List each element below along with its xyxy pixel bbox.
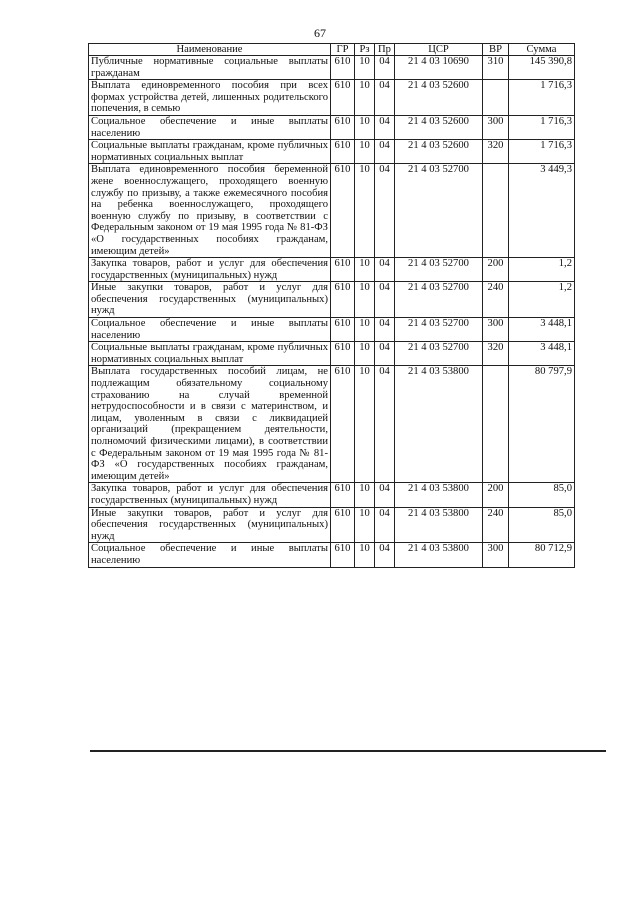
header-rz: Рз bbox=[355, 44, 375, 56]
row-rz: 10 bbox=[355, 115, 375, 139]
row-rz: 10 bbox=[355, 164, 375, 258]
row-pr: 04 bbox=[375, 318, 395, 342]
row-sum: 1,2 bbox=[509, 258, 575, 282]
row-sum: 1 716,3 bbox=[509, 115, 575, 139]
row-name: Публичные нормативные социальные выплаты гражданам bbox=[89, 56, 331, 80]
table-header-row bbox=[89, 44, 575, 56]
row-rz: 10 bbox=[355, 318, 375, 342]
row-name: Выплата единовременного пособия при всех формах устройства детей, лишенных родительского попечения, в семью bbox=[89, 80, 331, 116]
row-name: Иные закупки товаров, работ и услуг для обеспечения государственных (муниципальных) нужд bbox=[89, 507, 331, 543]
header-vr: ВР bbox=[483, 44, 509, 56]
row-csr: 21 4 03 52700 bbox=[395, 318, 483, 342]
table-row bbox=[89, 543, 575, 567]
row-sum: 1,2 bbox=[509, 282, 575, 318]
row-sum: 3 448,1 bbox=[509, 318, 575, 342]
row-sum: 1 716,3 bbox=[509, 140, 575, 164]
row-pr: 04 bbox=[375, 483, 395, 507]
header-csr: ЦСР bbox=[395, 44, 483, 56]
table-row bbox=[89, 258, 575, 282]
row-name: Закупка товаров, работ и услуг для обеспечения государственных (муниципальных) нужд bbox=[89, 483, 331, 507]
row-csr: 21 4 03 52700 bbox=[395, 258, 483, 282]
row-pr: 04 bbox=[375, 164, 395, 258]
row-vr: 300 bbox=[483, 543, 509, 567]
row-sum: 1 716,3 bbox=[509, 80, 575, 116]
row-pr: 04 bbox=[375, 366, 395, 483]
row-gr: 610 bbox=[331, 483, 355, 507]
table-row bbox=[89, 56, 575, 80]
row-pr: 04 bbox=[375, 56, 395, 80]
row-csr: 21 4 03 52700 bbox=[395, 282, 483, 318]
row-gr: 610 bbox=[331, 543, 355, 567]
row-csr: 21 4 03 53800 bbox=[395, 543, 483, 567]
row-rz: 10 bbox=[355, 507, 375, 543]
table-row bbox=[89, 282, 575, 318]
table-row bbox=[89, 318, 575, 342]
row-rz: 10 bbox=[355, 56, 375, 80]
row-vr: 300 bbox=[483, 318, 509, 342]
row-vr: 310 bbox=[483, 56, 509, 80]
row-sum: 3 449,3 bbox=[509, 164, 575, 258]
footer-divider bbox=[90, 750, 606, 752]
row-rz: 10 bbox=[355, 543, 375, 567]
row-gr: 610 bbox=[331, 80, 355, 116]
row-rz: 10 bbox=[355, 258, 375, 282]
row-rz: 10 bbox=[355, 366, 375, 483]
row-name: Социальное обеспечение и иные выплаты населению bbox=[89, 543, 331, 567]
row-pr: 04 bbox=[375, 115, 395, 139]
row-sum: 80 797,9 bbox=[509, 366, 575, 483]
header-sum: Сумма bbox=[509, 44, 575, 56]
table-row bbox=[89, 115, 575, 139]
row-pr: 04 bbox=[375, 507, 395, 543]
row-pr: 04 bbox=[375, 282, 395, 318]
row-vr: 240 bbox=[483, 507, 509, 543]
page-number: 67 bbox=[314, 26, 326, 40]
row-vr: 200 bbox=[483, 483, 509, 507]
row-pr: 04 bbox=[375, 258, 395, 282]
row-sum: 85,0 bbox=[509, 507, 575, 543]
row-gr: 610 bbox=[331, 282, 355, 318]
row-gr: 610 bbox=[331, 507, 355, 543]
row-csr: 21 4 03 52700 bbox=[395, 342, 483, 366]
row-rz: 10 bbox=[355, 140, 375, 164]
row-pr: 04 bbox=[375, 140, 395, 164]
row-name: Социальное обеспечение и иные выплаты населению bbox=[89, 318, 331, 342]
row-rz: 10 bbox=[355, 80, 375, 116]
row-gr: 610 bbox=[331, 164, 355, 258]
row-rz: 10 bbox=[355, 282, 375, 318]
row-vr: 320 bbox=[483, 140, 509, 164]
row-csr: 21 4 03 53800 bbox=[395, 366, 483, 483]
table-row bbox=[89, 483, 575, 507]
row-csr: 21 4 03 53800 bbox=[395, 507, 483, 543]
table-row bbox=[89, 164, 575, 258]
row-csr: 21 4 03 52600 bbox=[395, 140, 483, 164]
table-row bbox=[89, 80, 575, 116]
row-pr: 04 bbox=[375, 80, 395, 116]
header-name: Наименование bbox=[89, 44, 331, 56]
row-rz: 10 bbox=[355, 483, 375, 507]
row-pr: 04 bbox=[375, 342, 395, 366]
row-name: Выплата государственных пособий лицам, не подлежащим обязательному социальному страхованию на случай временной нетрудоспособности и в связи с материнством, и лицам, уволенным в связи с ликвидацией организаций (прекращением деятельности, полномочий физическими лицами), в соответствии с Федеральным законом от 19 мая 1995 года № 81-ФЗ «О государственных пособиях гражданам, имеющим детей» bbox=[89, 366, 331, 483]
row-gr: 610 bbox=[331, 258, 355, 282]
row-vr bbox=[483, 366, 509, 483]
row-csr: 21 4 03 52600 bbox=[395, 115, 483, 139]
row-sum: 3 448,1 bbox=[509, 342, 575, 366]
row-name: Социальное обеспечение и иные выплаты населению bbox=[89, 115, 331, 139]
row-name: Социальные выплаты гражданам, кроме публичных нормативных социальных выплат bbox=[89, 342, 331, 366]
header-pr: Пр bbox=[375, 44, 395, 56]
row-pr: 04 bbox=[375, 543, 395, 567]
row-rz: 10 bbox=[355, 342, 375, 366]
header-gr: ГР bbox=[331, 44, 355, 56]
row-gr: 610 bbox=[331, 56, 355, 80]
row-gr: 610 bbox=[331, 115, 355, 139]
row-csr: 21 4 03 10690 bbox=[395, 56, 483, 80]
row-name: Иные закупки товаров, работ и услуг для обеспечения государственных (муниципальных) нужд bbox=[89, 282, 331, 318]
row-vr bbox=[483, 80, 509, 116]
row-csr: 21 4 03 53800 bbox=[395, 483, 483, 507]
row-name: Закупка товаров, работ и услуг для обеспечения государственных (муниципальных) нужд bbox=[89, 258, 331, 282]
table-row bbox=[89, 507, 575, 543]
row-vr: 300 bbox=[483, 115, 509, 139]
row-vr: 240 bbox=[483, 282, 509, 318]
row-vr: 200 bbox=[483, 258, 509, 282]
row-vr bbox=[483, 164, 509, 258]
row-gr: 610 bbox=[331, 318, 355, 342]
row-csr: 21 4 03 52700 bbox=[395, 164, 483, 258]
budget-table bbox=[88, 43, 575, 568]
row-name: Выплата единовременного пособия беременной жене военнослужащего, проходящего военную службу по призыву, а также ежемесячного пособия на ребенка военнослужащего, проходящего военную службу по призыву, в соответствии с Федеральным законом от 19 мая 1995 года № 81-ФЗ «О государственных пособиях гражданам, имеющим детей» bbox=[89, 164, 331, 258]
row-gr: 610 bbox=[331, 342, 355, 366]
row-sum: 145 390,8 bbox=[509, 56, 575, 80]
table-row bbox=[89, 366, 575, 483]
row-name: Социальные выплаты гражданам, кроме публичных нормативных социальных выплат bbox=[89, 140, 331, 164]
row-gr: 610 bbox=[331, 140, 355, 164]
row-sum: 80 712,9 bbox=[509, 543, 575, 567]
row-sum: 85,0 bbox=[509, 483, 575, 507]
table-row bbox=[89, 342, 575, 366]
row-vr: 320 bbox=[483, 342, 509, 366]
row-csr: 21 4 03 52600 bbox=[395, 80, 483, 116]
table-row bbox=[89, 140, 575, 164]
row-gr: 610 bbox=[331, 366, 355, 483]
